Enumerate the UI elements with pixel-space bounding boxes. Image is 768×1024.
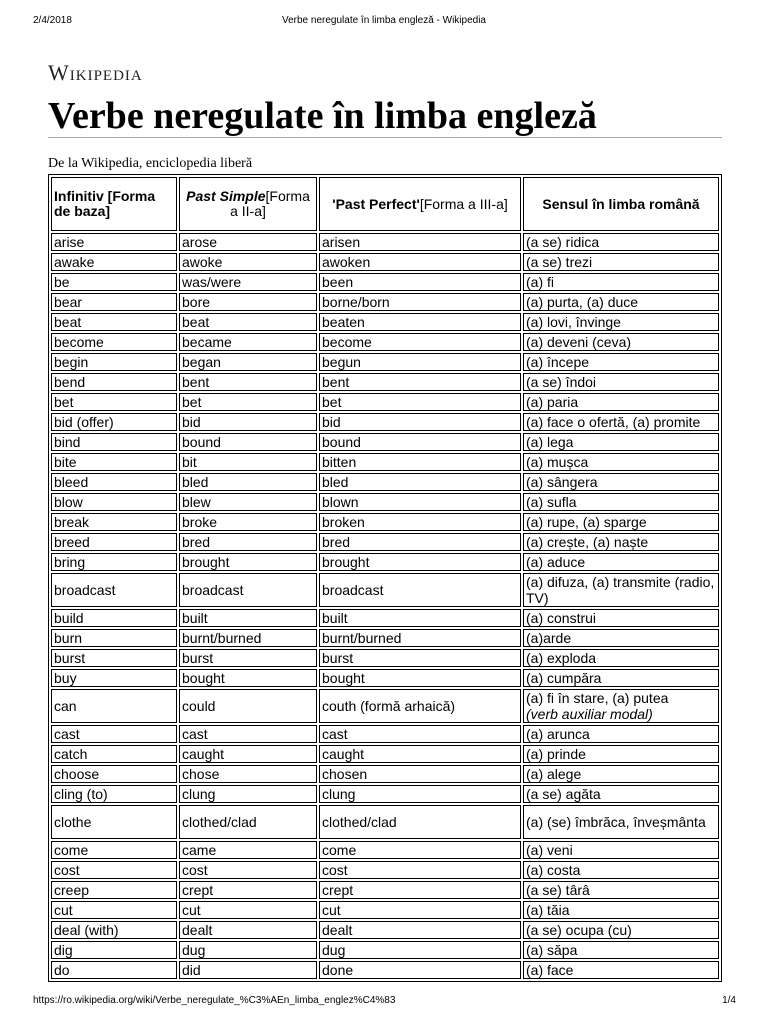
cell-meaning bbox=[523, 413, 719, 431]
cell-past-simple: broke bbox=[179, 513, 317, 531]
cell-infinitive: bind bbox=[51, 433, 177, 451]
cell-infinitive: bite bbox=[51, 453, 177, 471]
meaning-text: (a) lega bbox=[526, 434, 574, 450]
cell-infinitive: can bbox=[51, 689, 177, 723]
table-header-row bbox=[51, 177, 719, 231]
cell-past-perfect: broken bbox=[319, 513, 521, 531]
table-row bbox=[51, 273, 719, 291]
cell-past-simple: crept bbox=[179, 881, 317, 899]
meaning-text: (a) fi în stare, (a) putea bbox=[526, 690, 669, 706]
meaning-text: (a se) îndoi bbox=[526, 374, 597, 390]
header-past-perfect bbox=[319, 177, 521, 231]
cell-past-simple: dug bbox=[179, 941, 317, 959]
table-row bbox=[51, 689, 719, 723]
page-title: Verbe neregulate în limba engleză bbox=[48, 95, 597, 137]
cell-infinitive: bear bbox=[51, 293, 177, 311]
print-url: https://ro.wikipedia.org/wiki/Verbe_neregulate_%C3%AEn_limba_englez%C4%83 bbox=[33, 995, 396, 1006]
cell-meaning bbox=[523, 533, 719, 551]
cell-past-perfect: clothed/clad bbox=[319, 805, 521, 839]
table-row bbox=[51, 573, 719, 607]
cell-past-simple: burst bbox=[179, 649, 317, 667]
cell-meaning bbox=[523, 473, 719, 491]
header-past-perfect-bold: 'Past Perfect' bbox=[332, 195, 420, 212]
cell-meaning bbox=[523, 961, 719, 979]
table-row bbox=[51, 353, 719, 371]
table-row bbox=[51, 861, 719, 879]
cell-infinitive: beat bbox=[51, 313, 177, 331]
meaning-text: (a) aduce bbox=[526, 554, 586, 570]
cell-infinitive: creep bbox=[51, 881, 177, 899]
cell-infinitive: breed bbox=[51, 533, 177, 551]
cell-past-simple: cut bbox=[179, 901, 317, 919]
table-row bbox=[51, 669, 719, 687]
cell-infinitive: clothe bbox=[51, 805, 177, 839]
cell-past-perfect: chosen bbox=[319, 765, 521, 783]
print-header bbox=[0, 15, 768, 33]
cell-past-perfect: cut bbox=[319, 901, 521, 919]
cell-past-perfect: awoken bbox=[319, 253, 521, 271]
cell-infinitive: be bbox=[51, 273, 177, 291]
meaning-text: (a) costa bbox=[526, 862, 581, 878]
meaning-text: (a) prinde bbox=[526, 746, 586, 762]
cell-past-perfect: burnt/burned bbox=[319, 629, 521, 647]
cell-past-perfect: broadcast bbox=[319, 573, 521, 607]
cell-infinitive: dig bbox=[51, 941, 177, 959]
page-subtitle: De la Wikipedia, enciclopedia liberă bbox=[48, 156, 253, 171]
cell-meaning bbox=[523, 805, 719, 839]
table-row bbox=[51, 921, 719, 939]
table-row bbox=[51, 901, 719, 919]
meaning-text: (a) deveni (ceva) bbox=[526, 334, 632, 350]
cell-meaning bbox=[523, 629, 719, 647]
cell-past-perfect: dealt bbox=[319, 921, 521, 939]
cell-past-perfect: burst bbox=[319, 649, 521, 667]
cell-past-simple: beat bbox=[179, 313, 317, 331]
meaning-text: (a se) ocupa (cu) bbox=[526, 922, 632, 938]
table-row bbox=[51, 941, 719, 959]
cell-past-perfect: bound bbox=[319, 433, 521, 451]
cell-meaning bbox=[523, 785, 719, 803]
table-row bbox=[51, 313, 719, 331]
meaning-text: (a) exploda bbox=[526, 650, 597, 666]
table-row bbox=[51, 841, 719, 859]
meaning-text: (a se) târâ bbox=[526, 882, 590, 898]
cell-meaning bbox=[523, 493, 719, 511]
meaning-text: (a)arde bbox=[526, 630, 572, 646]
meaning-text: (a) face bbox=[526, 962, 574, 978]
meaning-text: (a) (se) îmbrăca, înveșmânta bbox=[526, 814, 706, 830]
title-divider bbox=[48, 137, 722, 138]
cell-past-simple: burnt/burned bbox=[179, 629, 317, 647]
table-row bbox=[51, 433, 719, 451]
header-meaning: Sensul în limba română bbox=[523, 177, 719, 231]
cell-past-perfect: become bbox=[319, 333, 521, 351]
cell-infinitive: arise bbox=[51, 233, 177, 251]
table-row bbox=[51, 533, 719, 551]
table-row bbox=[51, 413, 719, 431]
cell-meaning bbox=[523, 861, 719, 879]
cell-meaning bbox=[523, 669, 719, 687]
table-row bbox=[51, 233, 719, 251]
cell-past-simple: caught bbox=[179, 745, 317, 763]
print-date: 2/4/2018 bbox=[33, 15, 72, 26]
table-row bbox=[51, 785, 719, 803]
cell-meaning bbox=[523, 689, 719, 723]
cell-past-perfect: bent bbox=[319, 373, 521, 391]
wikipedia-wordmark: Wikipedia bbox=[48, 60, 143, 85]
cell-infinitive: break bbox=[51, 513, 177, 531]
table-row bbox=[51, 473, 719, 491]
cell-infinitive: build bbox=[51, 609, 177, 627]
meaning-text: (a) construi bbox=[526, 610, 597, 626]
cell-meaning bbox=[523, 353, 719, 371]
cell-infinitive: bet bbox=[51, 393, 177, 411]
cell-past-perfect: bought bbox=[319, 669, 521, 687]
cell-infinitive: cost bbox=[51, 861, 177, 879]
cell-meaning bbox=[523, 573, 719, 607]
cell-meaning bbox=[523, 901, 719, 919]
cell-past-perfect: dug bbox=[319, 941, 521, 959]
table-row bbox=[51, 373, 719, 391]
cell-past-simple: came bbox=[179, 841, 317, 859]
cell-past-simple: became bbox=[179, 333, 317, 351]
print-page-number: 1/4 bbox=[722, 995, 736, 1006]
cell-meaning bbox=[523, 313, 719, 331]
cell-past-perfect: cost bbox=[319, 861, 521, 879]
cell-past-simple: bet bbox=[179, 393, 317, 411]
header-past-perfect-form: [Forma a III-a] bbox=[419, 195, 508, 212]
table-row bbox=[51, 765, 719, 783]
cell-past-simple: was/were bbox=[179, 273, 317, 291]
table-row bbox=[51, 253, 719, 271]
cell-meaning bbox=[523, 433, 719, 451]
table-row bbox=[51, 293, 719, 311]
cell-infinitive: bring bbox=[51, 553, 177, 571]
meaning-text: (a) sufla bbox=[526, 494, 577, 510]
meaning-text: (a) crește, (a) naște bbox=[526, 534, 649, 550]
cell-infinitive: cast bbox=[51, 725, 177, 743]
meaning-text: (a) lovi, învinge bbox=[526, 314, 621, 330]
table-row bbox=[51, 649, 719, 667]
meaning-text: (a) săpa bbox=[526, 942, 578, 958]
table-row bbox=[51, 629, 719, 647]
header-infinitive: Infinitiv [Forma de baza] bbox=[51, 177, 177, 231]
cell-infinitive: burst bbox=[51, 649, 177, 667]
cell-past-perfect: crept bbox=[319, 881, 521, 899]
cell-past-simple: bid bbox=[179, 413, 317, 431]
meaning-text: (a) mușca bbox=[526, 454, 589, 470]
cell-past-simple: bent bbox=[179, 373, 317, 391]
cell-past-simple: clung bbox=[179, 785, 317, 803]
cell-infinitive: deal (with) bbox=[51, 921, 177, 939]
irregular-verbs-table bbox=[48, 174, 722, 982]
cell-infinitive: come bbox=[51, 841, 177, 859]
cell-past-simple: clothed/clad bbox=[179, 805, 317, 839]
cell-past-simple: blew bbox=[179, 493, 317, 511]
cell-past-simple: chose bbox=[179, 765, 317, 783]
meaning-text: (a) sângera bbox=[526, 474, 598, 490]
cell-past-perfect: bitten bbox=[319, 453, 521, 471]
meaning-text: (a) tăia bbox=[526, 902, 570, 918]
meaning-text: (a) purta, (a) duce bbox=[526, 294, 639, 310]
cell-past-perfect: cast bbox=[319, 725, 521, 743]
cell-past-perfect: bid bbox=[319, 413, 521, 431]
cell-past-simple: bit bbox=[179, 453, 317, 471]
meaning-text: (a) face o ofertă, (a) promite bbox=[526, 414, 701, 430]
cell-past-perfect: arisen bbox=[319, 233, 521, 251]
cell-infinitive: broadcast bbox=[51, 573, 177, 607]
header-past-simple bbox=[179, 177, 317, 231]
cell-meaning bbox=[523, 273, 719, 291]
meaning-text: (a) rupe, (a) sparge bbox=[526, 514, 647, 530]
table-row bbox=[51, 961, 719, 979]
cell-past-perfect: come bbox=[319, 841, 521, 859]
cell-past-simple: broadcast bbox=[179, 573, 317, 607]
cell-meaning bbox=[523, 293, 719, 311]
cell-past-simple: bore bbox=[179, 293, 317, 311]
meaning-note: (verb auxiliar modal) bbox=[526, 706, 653, 722]
cell-past-simple: bled bbox=[179, 473, 317, 491]
cell-past-simple: could bbox=[179, 689, 317, 723]
cell-meaning bbox=[523, 881, 719, 899]
cell-infinitive: catch bbox=[51, 745, 177, 763]
cell-meaning bbox=[523, 745, 719, 763]
cell-past-perfect: bred bbox=[319, 533, 521, 551]
table-row bbox=[51, 493, 719, 511]
cell-meaning bbox=[523, 609, 719, 627]
table-row bbox=[51, 725, 719, 743]
meaning-text: (a se) ridica bbox=[526, 234, 600, 250]
cell-past-perfect: couth (formă arhaică) bbox=[319, 689, 521, 723]
table-row bbox=[51, 881, 719, 899]
meaning-text: (a) începe bbox=[526, 354, 590, 370]
meaning-text: (a) fi bbox=[526, 274, 554, 290]
cell-past-perfect: blown bbox=[319, 493, 521, 511]
cell-infinitive: cling (to) bbox=[51, 785, 177, 803]
cell-past-simple: awoke bbox=[179, 253, 317, 271]
table-row bbox=[51, 453, 719, 471]
table-row bbox=[51, 333, 719, 351]
table-row bbox=[51, 393, 719, 411]
table-row bbox=[51, 805, 719, 839]
cell-infinitive: cut bbox=[51, 901, 177, 919]
meaning-text: (a) alege bbox=[526, 766, 582, 782]
cell-past-perfect: begun bbox=[319, 353, 521, 371]
print-page-title: Verbe neregulate în limba engleză - Wikipedia bbox=[281, 15, 486, 26]
print-footer bbox=[0, 995, 768, 1013]
cell-past-perfect: caught bbox=[319, 745, 521, 763]
wikipedia-logo[interactable] bbox=[48, 60, 143, 86]
cell-meaning bbox=[523, 373, 719, 391]
cell-past-perfect: done bbox=[319, 961, 521, 979]
table-row bbox=[51, 513, 719, 531]
meaning-text: (a se) trezi bbox=[526, 254, 593, 270]
cell-meaning bbox=[523, 841, 719, 859]
cell-meaning bbox=[523, 233, 719, 251]
cell-infinitive: bend bbox=[51, 373, 177, 391]
cell-past-simple: cast bbox=[179, 725, 317, 743]
meaning-text: (a) veni bbox=[526, 842, 573, 858]
cell-meaning bbox=[523, 553, 719, 571]
cell-past-perfect: bled bbox=[319, 473, 521, 491]
header-past-simple-bold: Past Simple bbox=[186, 188, 266, 204]
cell-infinitive: bleed bbox=[51, 473, 177, 491]
header-past-simple-form: [Forma a II-a] bbox=[230, 188, 310, 219]
cell-meaning bbox=[523, 333, 719, 351]
cell-infinitive: awake bbox=[51, 253, 177, 271]
cell-past-perfect: brought bbox=[319, 553, 521, 571]
meaning-text: (a) cumpăra bbox=[526, 670, 602, 686]
meaning-text: (a se) agăta bbox=[526, 786, 601, 802]
cell-meaning bbox=[523, 921, 719, 939]
cell-past-perfect: been bbox=[319, 273, 521, 291]
cell-meaning bbox=[523, 453, 719, 471]
table-row bbox=[51, 609, 719, 627]
cell-past-simple: dealt bbox=[179, 921, 317, 939]
cell-infinitive: choose bbox=[51, 765, 177, 783]
cell-past-simple: began bbox=[179, 353, 317, 371]
cell-meaning bbox=[523, 253, 719, 271]
table-row bbox=[51, 553, 719, 571]
cell-meaning bbox=[523, 941, 719, 959]
cell-past-simple: built bbox=[179, 609, 317, 627]
cell-meaning bbox=[523, 725, 719, 743]
cell-infinitive: do bbox=[51, 961, 177, 979]
cell-past-perfect: borne/born bbox=[319, 293, 521, 311]
cell-infinitive: become bbox=[51, 333, 177, 351]
cell-past-perfect: built bbox=[319, 609, 521, 627]
cell-past-perfect: bet bbox=[319, 393, 521, 411]
cell-infinitive: bid (offer) bbox=[51, 413, 177, 431]
cell-infinitive: burn bbox=[51, 629, 177, 647]
cell-infinitive: begin bbox=[51, 353, 177, 371]
cell-past-simple: cost bbox=[179, 861, 317, 879]
cell-past-simple: bred bbox=[179, 533, 317, 551]
cell-past-simple: arose bbox=[179, 233, 317, 251]
cell-infinitive: buy bbox=[51, 669, 177, 687]
meaning-text: (a) paria bbox=[526, 394, 579, 410]
cell-past-simple: bound bbox=[179, 433, 317, 451]
cell-past-simple: did bbox=[179, 961, 317, 979]
cell-meaning bbox=[523, 393, 719, 411]
cell-meaning bbox=[523, 765, 719, 783]
cell-meaning bbox=[523, 649, 719, 667]
table-row bbox=[51, 745, 719, 763]
cell-past-simple: brought bbox=[179, 553, 317, 571]
meaning-text: (a) difuza, (a) transmite (radio, TV) bbox=[526, 574, 715, 606]
cell-infinitive: blow bbox=[51, 493, 177, 511]
cell-past-perfect: beaten bbox=[319, 313, 521, 331]
cell-past-perfect: clung bbox=[319, 785, 521, 803]
cell-meaning bbox=[523, 513, 719, 531]
meaning-text: (a) arunca bbox=[526, 726, 590, 742]
cell-past-simple: bought bbox=[179, 669, 317, 687]
